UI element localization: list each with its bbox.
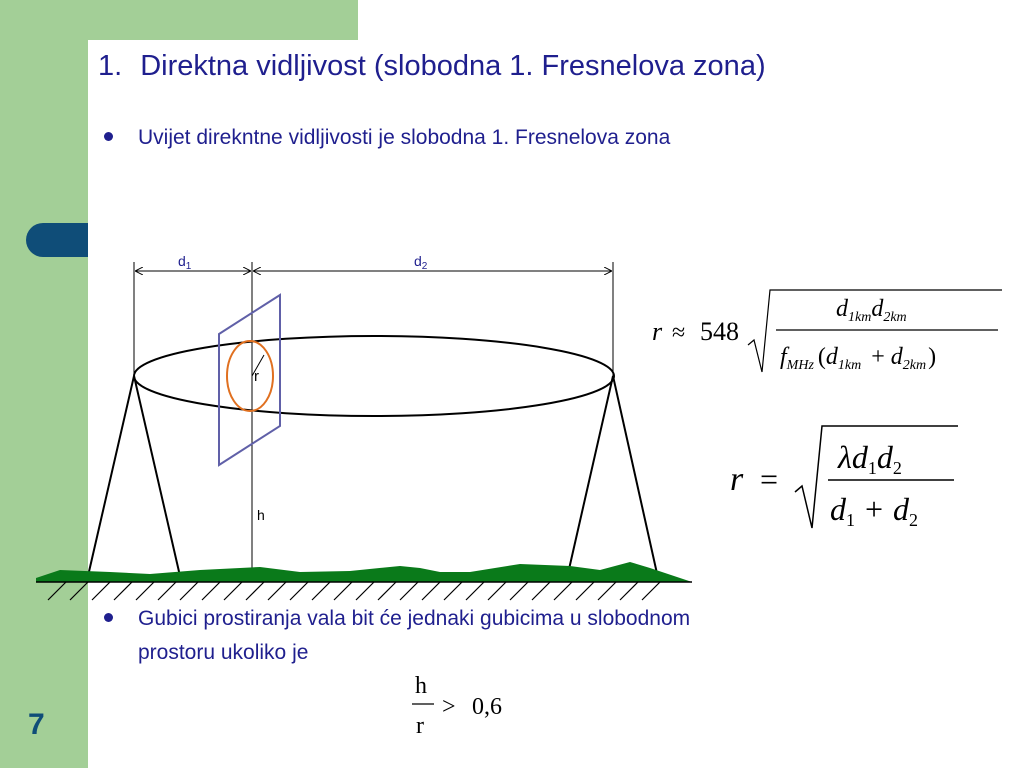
title-number: 1. bbox=[98, 50, 123, 82]
f3-denominator: r bbox=[416, 713, 424, 739]
right-mast-outer bbox=[613, 376, 658, 578]
bullet-text-2a: Gubici prostiranja vala bit će jednaki gubicima u slobodnom bbox=[138, 607, 691, 630]
d2-label: $d_2$ bbox=[414, 253, 428, 272]
f3-gt: > bbox=[442, 694, 456, 720]
formula-exact bbox=[730, 426, 958, 530]
title-text: Direktna vidljivost (slobodna 1. Fresnelova zona) bbox=[140, 50, 766, 82]
f1-lhs: r bbox=[652, 317, 663, 346]
f3-value: 0,6 bbox=[472, 694, 502, 720]
bullet-text-1: Uvijet direkntne vidljivosti je slobodna 1. Fresnelova zona bbox=[138, 126, 671, 149]
r-label: r bbox=[254, 368, 259, 385]
f2-lhs: r bbox=[730, 461, 744, 498]
f3-numerator: h bbox=[415, 673, 427, 699]
bullet-text-2b: prostoru ukoliko je bbox=[138, 641, 309, 664]
slide-number: 7 bbox=[28, 708, 45, 741]
terrain bbox=[36, 562, 692, 582]
f2-numerator: λd1d2 bbox=[838, 439, 902, 478]
fresnel-ellipsoid bbox=[134, 336, 614, 416]
f1-numerator: $d_{1km}d_{2km}$ bbox=[836, 296, 907, 325]
fresnel-zone-circle bbox=[227, 341, 273, 411]
f2-eq: = bbox=[760, 461, 779, 497]
d1-label: $d_1$ bbox=[178, 253, 192, 272]
left-mast-inner bbox=[134, 376, 180, 576]
h-label: h bbox=[257, 507, 265, 523]
formula-approx bbox=[652, 290, 1002, 373]
f1-constant: 548 bbox=[700, 317, 739, 346]
f1-approx: ≈ bbox=[672, 320, 686, 346]
cross-section-plane bbox=[219, 295, 280, 465]
formula-clearance bbox=[412, 673, 502, 739]
ground-hatching bbox=[48, 582, 660, 600]
right-mast-inner bbox=[567, 376, 613, 578]
f1-denominator: $f_{MHz}$ $(d_{1km} + d_{2km})$ bbox=[780, 344, 937, 373]
f2-denominator: d1 + d2 bbox=[830, 491, 919, 530]
left-mast-outer bbox=[88, 376, 134, 576]
